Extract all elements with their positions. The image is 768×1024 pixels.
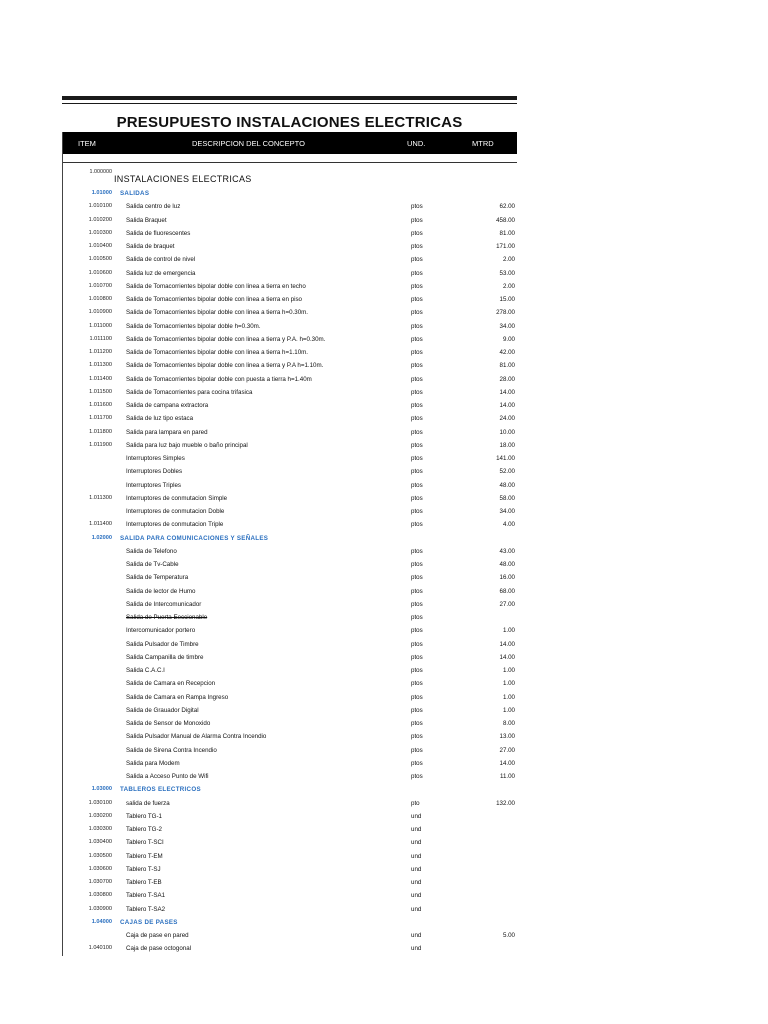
table-row <box>62 466 517 479</box>
item-description: Salida de Grauador Digital <box>126 706 199 714</box>
group-row <box>62 533 517 546</box>
item-quantity: 14.00 <box>499 402 515 409</box>
table-row <box>62 678 517 691</box>
item-quantity: 1.00 <box>502 680 515 688</box>
item-description: SALIDAS <box>120 190 150 197</box>
item-unit: pto <box>411 799 420 807</box>
table-row <box>62 837 517 850</box>
item-code: 1.011400 <box>89 521 112 528</box>
item-unit: ptos <box>411 441 423 449</box>
item-unit: ptos <box>411 388 423 396</box>
table-row <box>62 360 517 373</box>
item-quantity: 34.00 <box>499 322 515 330</box>
item-description: Tablero TG-1 <box>126 812 162 820</box>
item-unit: ptos <box>411 309 423 317</box>
table-row <box>62 480 517 493</box>
table-row <box>62 705 517 718</box>
item-unit: ptos <box>411 256 423 264</box>
table-row <box>62 387 517 400</box>
item-unit: ptos <box>411 746 423 754</box>
item-quantity: 28.00 <box>499 375 515 383</box>
item-unit: und <box>411 839 422 847</box>
item-description: Salida de Sirena Contra Incendio <box>126 746 217 754</box>
item-quantity: 1.00 <box>502 693 515 701</box>
item-unit: ptos <box>411 455 423 462</box>
item-unit: ptos <box>411 600 423 608</box>
header-separator <box>62 162 517 163</box>
table-row <box>62 374 517 387</box>
item-quantity: 81.00 <box>499 229 515 237</box>
item-code: 1.040100 <box>88 945 112 952</box>
item-unit: ptos <box>411 322 423 330</box>
column-header-quantity: MTRD <box>472 139 494 148</box>
item-quantity: 458.00 <box>496 216 515 224</box>
item-description: salida de fuerza <box>126 799 170 807</box>
item-description: Salida de Tomacorrientes para cocina trifasica <box>126 388 253 396</box>
item-description: Salida de Tomacorrientes bipolar doble h=0.30m. <box>126 322 261 330</box>
item-quantity: 8.00 <box>502 720 515 727</box>
item-description: Salida de Tomacorrientes bipolar doble con linea a tierra y P.A. h=0.30m. <box>126 335 326 343</box>
table-row <box>62 890 517 903</box>
item-description: Salida de Camara en Recepcion <box>126 680 216 688</box>
group-row <box>62 917 517 930</box>
table-row <box>62 612 517 625</box>
document-title: PRESUPUESTO INSTALACIONES ELECTRICAS <box>116 114 463 131</box>
item-description: Salida de Telefono <box>126 547 177 555</box>
item-code: 1.030300 <box>88 826 112 832</box>
item-description: Interruptores de conmutacion Doble <box>126 508 225 515</box>
table-row <box>62 281 517 294</box>
item-quantity: 141.00 <box>496 455 515 462</box>
item-code: 1.010300 <box>88 229 112 236</box>
item-unit: und <box>411 865 422 873</box>
table-row <box>62 546 517 559</box>
item-unit: ptos <box>411 402 423 409</box>
item-description: Salida de control de nivel <box>126 256 196 264</box>
item-description: Salida C.A.C.I <box>126 667 165 674</box>
item-unit: ptos <box>411 269 423 277</box>
item-unit: ptos <box>411 773 423 780</box>
item-code: 1.011400 <box>89 375 112 382</box>
table-row <box>62 519 517 532</box>
item-unit: ptos <box>411 614 423 621</box>
budget-table <box>62 170 517 957</box>
item-unit: ptos <box>411 574 423 582</box>
item-unit: ptos <box>411 720 423 727</box>
item-code: 1.010400 <box>88 243 112 249</box>
table-row <box>62 493 517 506</box>
table-row <box>62 586 517 599</box>
item-code: 1.011000 <box>89 322 112 329</box>
table-row <box>62 413 517 426</box>
item-description: Salida Campanilla de timbre <box>126 653 204 661</box>
item-code: 1.030100 <box>88 799 112 806</box>
table-row <box>62 559 517 572</box>
table-row <box>62 758 517 771</box>
item-quantity: 27.00 <box>499 600 515 608</box>
item-quantity: 14.00 <box>499 640 515 648</box>
item-code: 1.030900 <box>88 905 112 912</box>
item-description: Caja de pase octogonal <box>126 945 192 953</box>
item-unit: ptos <box>411 335 423 343</box>
item-quantity: 27.00 <box>499 746 515 754</box>
item-quantity: 52.00 <box>499 468 515 476</box>
item-unit: und <box>411 905 422 913</box>
table-row <box>62 215 517 228</box>
table-row <box>62 692 517 705</box>
item-description: Salida de Tomacorrientes bipolar doble con linea a tierra en techo <box>126 282 306 290</box>
item-description: Salida a Acceso Punto de Wifi <box>126 773 209 780</box>
item-unit: ptos <box>411 733 423 741</box>
item-quantity: 18.00 <box>499 441 515 449</box>
section-row <box>62 170 517 188</box>
item-description: INSTALACIONES ELECTRICAS <box>114 174 252 184</box>
item-code: 1.010100 <box>88 203 112 210</box>
item-description: Salida para Modem <box>126 759 180 767</box>
item-unit: ptos <box>411 508 423 515</box>
item-code: 1.011700 <box>89 415 112 422</box>
item-description: Intercomunicador portero <box>126 627 196 635</box>
item-quantity: 48.00 <box>499 561 515 568</box>
item-quantity: 2.00 <box>502 256 515 264</box>
item-code: 1.011200 <box>89 349 112 355</box>
table-row <box>62 652 517 665</box>
column-header-item: ITEM <box>78 139 96 148</box>
table-row <box>62 718 517 731</box>
item-description: Salida de lector de Humo <box>126 587 196 595</box>
item-quantity: 15.00 <box>499 296 515 303</box>
item-quantity: 9.00 <box>502 335 515 343</box>
item-description: Tablero TG-2 <box>126 826 162 833</box>
item-unit: ptos <box>411 468 423 476</box>
item-unit: ptos <box>411 243 423 250</box>
table-row <box>62 241 517 254</box>
item-quantity: 4.00 <box>502 521 515 529</box>
item-unit: ptos <box>411 428 423 436</box>
item-quantity: 14.00 <box>499 388 515 396</box>
item-unit: ptos <box>411 203 423 211</box>
item-description: CAJAS DE PASES <box>120 918 178 926</box>
item-description: Salida centro de luz <box>126 203 181 211</box>
item-description: Salida de luz tipo estaca <box>126 415 194 423</box>
item-unit: ptos <box>411 521 423 529</box>
table-row <box>62 599 517 612</box>
table-row <box>62 930 517 943</box>
item-description: Salida Pulsador de Timbre <box>126 640 199 648</box>
item-quantity: 132.00 <box>496 799 515 807</box>
item-description: Salida de braquet <box>126 243 175 250</box>
item-quantity: 1.00 <box>502 706 515 714</box>
item-unit: ptos <box>411 759 423 767</box>
item-code: 1.011300 <box>89 362 112 369</box>
item-quantity: 42.00 <box>499 349 515 356</box>
item-description: Salida de Tomacorrientes bipolar doble con puesta a tierra h=1.40m <box>126 375 312 383</box>
item-unit: ptos <box>411 375 423 383</box>
item-description: Tablero T-EM <box>126 852 163 860</box>
item-code: 1.04000 <box>91 918 112 925</box>
item-code: 1.011300 <box>89 494 112 501</box>
table-row <box>62 811 517 824</box>
item-description: Salida de fluorescentes <box>126 229 191 237</box>
top-rule-thin <box>62 103 517 104</box>
item-quantity: 24.00 <box>499 415 515 423</box>
item-code: 1.010900 <box>88 309 112 316</box>
item-code: 1.030500 <box>88 852 112 859</box>
item-quantity: 278.00 <box>496 309 515 317</box>
item-code: 1.011900 <box>89 441 112 448</box>
item-quantity: 171.00 <box>496 243 515 250</box>
item-code: 1.011500 <box>89 388 112 395</box>
item-description: Salida Braquet <box>126 216 167 224</box>
table-row <box>62 228 517 241</box>
item-quantity: 11.00 <box>499 773 515 780</box>
table-row <box>62 440 517 453</box>
item-quantity: 34.00 <box>499 508 515 515</box>
item-description: Salida de Tomacorrientes bipolar doble con linea a tierra h=1.10m. <box>126 349 309 356</box>
item-quantity: 81.00 <box>499 362 515 370</box>
item-code: 1.03000 <box>91 786 112 793</box>
item-quantity: 58.00 <box>499 494 515 502</box>
item-unit: ptos <box>411 653 423 661</box>
table-row <box>62 201 517 214</box>
item-quantity: 1.00 <box>502 667 515 674</box>
item-unit: ptos <box>411 667 423 674</box>
item-code: 1.011800 <box>89 428 112 435</box>
table-row <box>62 334 517 347</box>
column-header-unit: UND. <box>407 139 426 148</box>
item-description: Interruptores de conmutacion Simple <box>126 494 228 502</box>
item-quantity: 2.00 <box>502 282 515 290</box>
item-unit: ptos <box>411 282 423 290</box>
item-unit: ptos <box>411 229 423 237</box>
item-quantity: 16.00 <box>499 574 515 582</box>
item-unit: und <box>411 826 422 833</box>
item-description: Salida de Temperatura <box>126 574 189 582</box>
item-description: Tablero T-SCI <box>126 839 164 847</box>
item-quantity: 1.00 <box>502 627 515 635</box>
item-quantity: 14.00 <box>499 653 515 661</box>
item-unit: ptos <box>411 561 423 568</box>
item-description: Salida de Tv-Cable <box>126 561 179 568</box>
item-quantity: 43.00 <box>499 547 515 555</box>
item-unit: und <box>411 932 422 939</box>
item-unit: ptos <box>411 296 423 303</box>
item-description: Salida de Tomacorrientes bipolar doble con linea a tierra en piso <box>126 296 302 303</box>
item-description: Tablero T-EB <box>126 879 162 886</box>
table-row <box>62 254 517 267</box>
item-unit: und <box>411 852 422 860</box>
item-quantity: 5.00 <box>502 932 515 939</box>
item-description: Salida de campana extractora <box>126 402 209 409</box>
top-rule <box>62 96 517 100</box>
item-unit: und <box>411 879 422 886</box>
table-row <box>62 321 517 334</box>
item-code: 1.02000 <box>91 534 112 541</box>
item-code: 1.030200 <box>88 812 112 819</box>
table-row <box>62 347 517 360</box>
item-description: Salida para lampara en pared <box>126 428 208 436</box>
table-row <box>62 877 517 890</box>
item-code: 1.010700 <box>88 282 112 289</box>
column-header-description: DESCRIPCION DEL CONCEPTO <box>192 139 305 148</box>
item-code: 1.030800 <box>88 892 112 899</box>
item-description: Interruptores Dobles <box>126 468 183 476</box>
item-code: 1.011600 <box>89 402 112 408</box>
table-row <box>62 294 517 307</box>
item-quantity: 10.00 <box>499 428 515 436</box>
group-row <box>62 188 517 201</box>
item-description: TABLEROS ELECTRICOS <box>120 786 201 794</box>
item-quantity: 48.00 <box>499 481 515 489</box>
item-unit: und <box>411 812 422 820</box>
table-row <box>62 771 517 784</box>
item-unit: ptos <box>411 680 423 688</box>
item-code: 1.030400 <box>88 839 112 846</box>
table-row <box>62 798 517 811</box>
table-row <box>62 307 517 320</box>
item-unit: ptos <box>411 706 423 714</box>
item-quantity: 13.00 <box>499 733 515 741</box>
item-description: Interruptores de conmutacion Triple <box>126 521 224 529</box>
item-description: Salida para luz bajo mueble o baño principal <box>126 441 248 449</box>
item-unit: und <box>411 892 422 900</box>
item-code: 1.01000 <box>91 190 112 196</box>
item-description: Salida de Sensor de Monoxido <box>126 720 211 727</box>
item-code: 1.030700 <box>88 879 112 885</box>
table-row <box>62 745 517 758</box>
item-description: Interruptores Triples <box>126 481 182 489</box>
table-row <box>62 427 517 440</box>
table-header <box>62 132 517 154</box>
item-quantity: 14.00 <box>499 759 515 767</box>
item-unit: ptos <box>411 362 423 370</box>
item-description: Salida Pulsador Manual de Alarma Contra Incendio <box>126 733 267 741</box>
item-unit: ptos <box>411 693 423 701</box>
table-row <box>62 625 517 638</box>
item-description: Tablero T-SA2 <box>126 905 166 913</box>
table-row <box>62 453 517 466</box>
item-description: Interruptores Simples <box>126 455 185 462</box>
table-row <box>62 400 517 413</box>
item-unit: ptos <box>411 627 423 635</box>
item-unit: ptos <box>411 415 423 423</box>
table-row <box>62 639 517 652</box>
table-row <box>62 506 517 519</box>
table-row <box>62 904 517 917</box>
item-unit: ptos <box>411 494 423 502</box>
item-description: Salida luz de emergencia <box>126 269 196 277</box>
item-quantity: 68.00 <box>499 587 515 595</box>
item-code: 1.010200 <box>88 216 112 223</box>
item-unit: und <box>411 945 422 953</box>
item-unit: ptos <box>411 349 423 356</box>
item-code: 1.030600 <box>88 865 112 872</box>
item-quantity: 62.00 <box>499 203 515 211</box>
item-description: Salida de Tomacorrientes bipolar doble con linea a tierra y P.A h=1.10m. <box>126 362 324 370</box>
item-unit: ptos <box>411 481 423 489</box>
table-row <box>62 851 517 864</box>
item-description: Tablero T-SJ <box>126 865 161 873</box>
item-unit: ptos <box>411 587 423 595</box>
table-row <box>62 572 517 585</box>
item-code: 1.010600 <box>88 269 112 276</box>
item-description: Salida de Intercomunicador <box>126 600 202 608</box>
item-unit: ptos <box>411 547 423 555</box>
item-code: 1.011100 <box>89 335 112 342</box>
item-description: Salida de Camara en Rampa Ingreso <box>126 693 229 701</box>
table-row <box>62 943 517 956</box>
item-code: 1.010800 <box>88 296 112 302</box>
item-code: 1.010500 <box>88 256 112 263</box>
item-description: Caja de pase en pared <box>126 932 189 939</box>
table-row <box>62 864 517 877</box>
item-unit: ptos <box>411 640 423 648</box>
item-description: SALIDA PARA COMUNICACIONES Y SEÑALES <box>120 534 269 542</box>
table-row <box>62 824 517 837</box>
item-unit: ptos <box>411 216 423 224</box>
group-row <box>62 784 517 797</box>
table-row <box>62 268 517 281</box>
item-description: Salida de Puerta Eeccionable <box>126 614 208 621</box>
item-quantity: 53.00 <box>499 269 515 277</box>
item-code: 1.000000 <box>89 169 112 175</box>
table-row <box>62 731 517 744</box>
item-description: Tablero T-SA1 <box>126 892 166 900</box>
item-description: Salida de Tomacorrientes bipolar doble con linea a tierra h=0.30m. <box>126 309 309 317</box>
table-row <box>62 665 517 678</box>
